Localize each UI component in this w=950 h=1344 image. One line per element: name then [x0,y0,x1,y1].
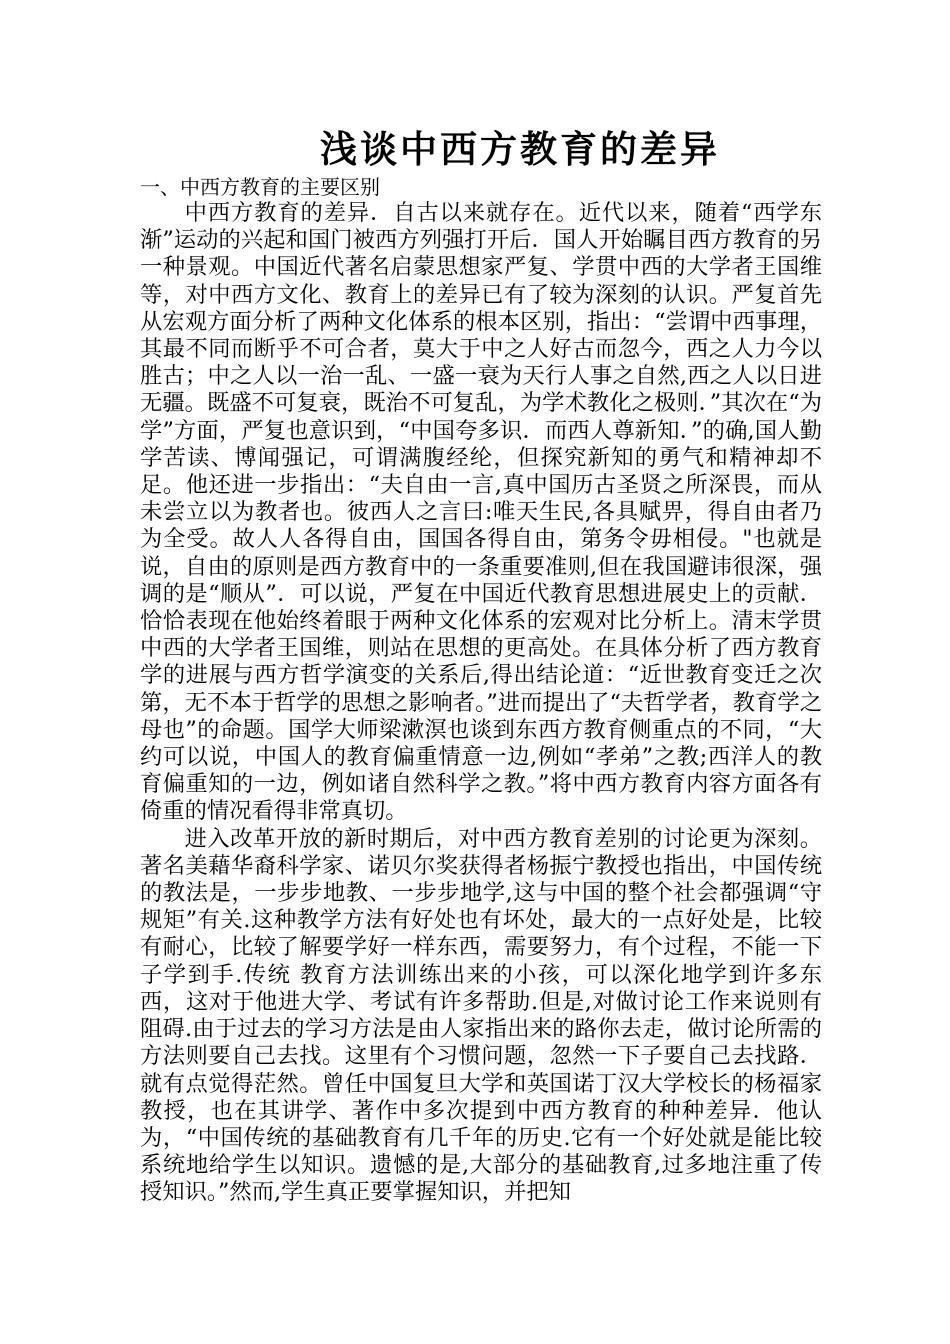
body-text [140,200,822,1207]
paragraph: 中西方教育的差异．自古以来就存在。近代以来，随着“西学东渐”运动的兴起和国门被西方列强打开后．国人开始瞩目西方教育的另一种景观。中国近代著名启蒙思想家严复、学贯中西的大学者王国维等，对中西方文化、教育上的差异已有了较为深刻的认识。严复首先从宏观方面分析了两种文化体系的根本区别，指出：“尝谓中西事理，其最不同而断乎不可合者，莫大于中之人好古而忽今，西之人力今以胜古；中之人以一治一乱、一盛一衰为天行人事之自然,西之人以日进无疆。既盛不可复衰，既治不可复乱，为学术教化之极则．”其次在“为学”方面，严复也意识到，“中国夸多识．而西人尊新知．”的确,国人勤学苦读、博闻强记，可谓满腹经纶，但探究新知的勇气和精神却不足。他还进一步指出：“夫自由一言,真中国历古圣贤之所深畏，而从未尝立以为教者也。彼西人之言曰:唯天生民,各具赋畀，得自由者乃为全受。故人人各得自由，国国各得自由，第务令毋相侵。"也就是说，自由的原则是西方教育中的一条重要准则,但在我国避讳很深，强调的是“顺从”．可以说，严复在中国近代教育思想进展史上的贡献．恰恰表现在他始终着眼于两种文化体系的宏观对比分析上。清末学贯中西的大学者王国维，则站在思想的更高处。在具体分析了西方教育学的进展与西方哲学演变的关系后,得出结论道：“近世教育变迁之次第，无不本于哲学的思想之影响者。”进而提出了“夫哲学者，教育学之母也”的命题。国学大师梁漱溟也谈到东西方教育侧重点的不同，“大约可以说，中国人的教育偏重情意一边,例如“孝弟”之教;西洋人的教育偏重知的一边，例如诸自然科学之教。”将中西方教育内容方面各有倚重的情况看得非常真切。 [140,200,822,825]
document-title: 浅谈中西方教育的差异 [320,128,720,171]
section-heading: 一、中西方教育的主要区别 [140,175,380,199]
paragraph: 进入改革开放的新时期后，对中西方教育差别的讨论更为深刻。著名美藉华裔科学家、诺贝尔奖获得者杨振宁教授也指出，中国传统的教法是，一步步地教、一步步地学,这与中国的整个社会都强调“守规矩”有关.这种教学方法有好处也有坏处，最大的一点好处是，比较有耐心，比较了解要学好一样东西，需要努力，有个过程，不能一下子学到手.传统 教育方法训练出来的小孩，可以深化地学到许多东西，这对于他进大学、考试有许多帮助.但是,对做讨论工作来说则有阻碍.由于过去的学习方法是由人家指出来的路你去走，做讨论所需的方法则要自己去找。这里有个习惯问题，忽然一下子要自己去找路．就有点觉得茫然。曾任中国复旦大学和英国诺丁汉大学校长的杨福家教授，也在其讲学、著作中多次提到中西方教育的种种差异．他认为，“中国传统的基础教育有几千年的历史.它有一个好处就是能比较系统地给学生以知识。遗憾的是,大部分的基础教育,过多地注重了传授知识。”然而,学生真正要掌握知识，并把知 [140,825,822,1206]
